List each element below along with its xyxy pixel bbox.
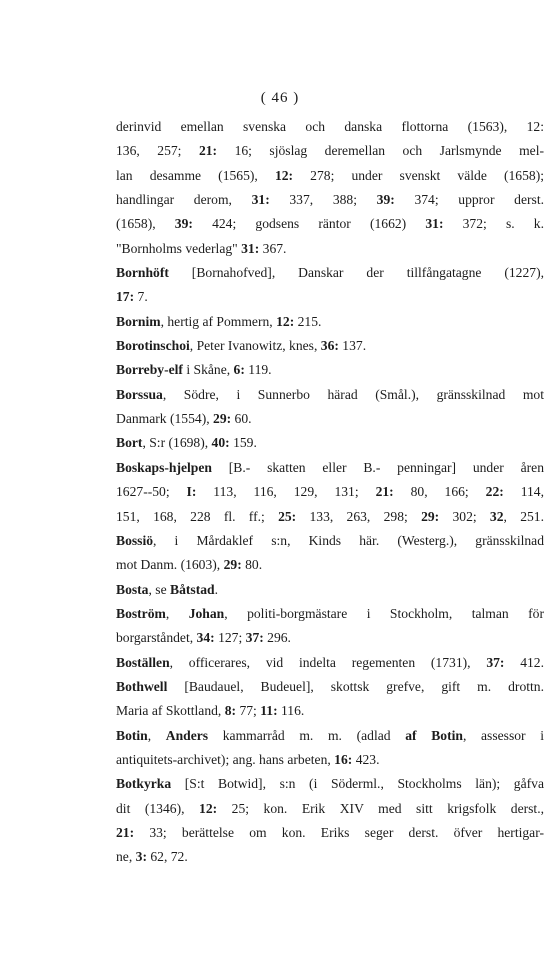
text-line: 21: 33; berättelse om kon. Eriks seger derst. öfver hertigar- xyxy=(116,824,544,840)
text-line: Bornim, hertig af Pommern, 12: 215. xyxy=(116,313,322,329)
text-line: Bossiö, i Mårdaklef s:n, Kinds här. (Westerg.), gränsskilnad xyxy=(116,532,544,548)
text-line: Bort, S:r (1698), 40: 159. xyxy=(116,435,257,451)
text-line: Botin, Anders kammarråd m. m. (adlad af Botin, assessor i xyxy=(116,727,544,743)
text-line: Boström, Johan, politi-borgmästare i Stockholm, talman för xyxy=(116,605,545,621)
text-line: 136, 257; 21: 16; sjöslag deremellan och Jarlsmynde mel- xyxy=(116,143,544,159)
text-line: (1658), 39: 424; godsens räntor (1662) 31: 372; s. k. xyxy=(116,216,544,232)
text-line: Maria af Skottland, 8: 77; 11: 116. xyxy=(116,703,305,719)
text-line: 151, 168, 228 fl. ff.; 25: 133, 263, 298; 29: 302; 32, 251. xyxy=(116,508,544,524)
page-number: ( 46 ) xyxy=(260,90,300,106)
text-line: Botkyrka [S:t Botwid], s:n (i Söderml., Stockholms län); gåfva xyxy=(116,776,544,792)
text-line: Boskaps-hjelpen [B.- skatten eller B.- penningar] under åren xyxy=(116,459,544,475)
text-line: dit (1346), 12: 25; kon. Erik XIV med sitt krigsfolk derst., xyxy=(116,800,544,816)
text-line: Danmark (1554), 29: 60. xyxy=(116,411,252,427)
text-line: "Bornholms vederlag" 31: 367. xyxy=(116,240,287,256)
text-line: Bosta, se Båtstad. xyxy=(116,581,218,597)
text-line: handlingar derom, 31: 337, 388; 39: 374; uppror derst. xyxy=(116,192,544,208)
text-line: antiquitets-archivet); ang. hans arbeten, 16: 423. xyxy=(116,751,380,767)
text-line: Borotinschoi, Peter Ivanowitz, knes, 36: 137. xyxy=(116,338,367,354)
text-line: 1627--50; I: 113, 116, 129, 131; 21: 80, 166; 22: 114, xyxy=(116,484,544,500)
text-line: Boställen, officerares, vid indelta regementen (1731), 37: 412. xyxy=(116,654,544,670)
text-line: Bornhöft [Bornahofved], Danskar der tillfångatagne (1227), xyxy=(116,265,544,281)
text-line: mot Danm. (1603), 29: 80. xyxy=(116,557,263,573)
text-line: derinvid emellan svenska och danska flottorna (1563), 12: xyxy=(116,119,544,134)
index-entries xyxy=(116,115,544,870)
text-line: Bothwell [Baudauel, Budeuel], skottsk grefve, gift m. drottn. xyxy=(116,678,544,694)
text-line: ne, 3: 62, 72. xyxy=(116,849,188,865)
text-line: borgarståndet, 34: 127; 37: 296. xyxy=(116,630,291,646)
text-line: 17: 7. xyxy=(116,289,148,305)
text-line: Borreby-elf i Skåne, 6: 119. xyxy=(116,362,272,378)
text-line: Borssua, Södre, i Sunnerbo härad (Smål.), gränsskilnad mot xyxy=(116,386,544,402)
text-line: lan desamme (1565), 12: 278; under svenskt välde (1658); xyxy=(116,167,544,183)
